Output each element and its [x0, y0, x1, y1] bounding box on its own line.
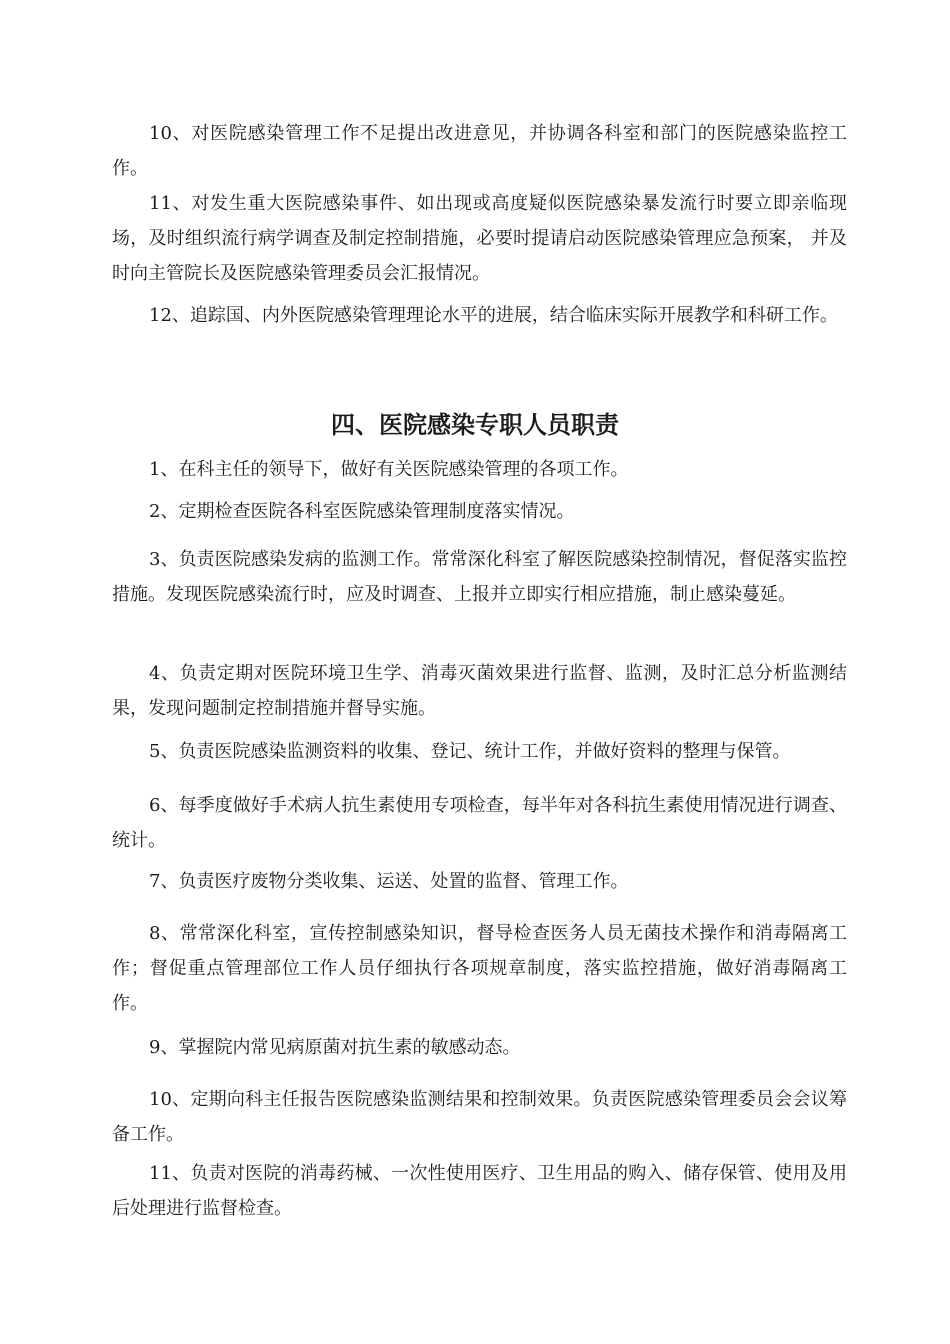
- paragraph-item-11: 11、对发生重大医院感染事件、如出现或高度疑似医院感染暴发流行时要立即亲临现场，及时组织流行病学调查及制定控制措施，必要时提请启动医院感染管理应急预案， 并及时向主管院长及医院感染管理委员会汇报情况。: [112, 193, 847, 284]
- section-heading: 四、医院感染专职人员职责: [331, 410, 619, 439]
- paragraph-item-12: 12、追踪国、内外医院感染管理理论水平的进展，结合临床实际开展教学和科研工作。: [149, 305, 838, 326]
- duty-item-6: 6、每季度做好手术病人抗生素使用专项检查，每半年对各科抗生素使用情况进行调查、统计。: [112, 795, 847, 851]
- duty-item-5: 5、负责医院感染监测资料的收集、登记、统计工作，并做好资料的整理与保管。: [149, 741, 791, 762]
- duty-item-10: 10、定期向科主任报告医院感染监测结果和控制效果。负责医院感染管理委员会会议筹备工作。: [112, 1089, 847, 1145]
- duty-item-11: 11、负责对医院的消毒药械、一次性使用医疗、卫生用品的购入、储存保管、使用及用后处理进行监督检查。: [112, 1163, 847, 1219]
- duty-item-2: 2、定期检查医院各科室医院感染管理制度落实情况。: [149, 501, 575, 522]
- duty-item-9: 9、掌握院内常见病原菌对抗生素的敏感动态。: [149, 1037, 521, 1058]
- duty-item-1: 1、在科主任的领导下，做好有关医院感染管理的各项工作。: [149, 459, 629, 480]
- duty-item-7: 7、负责医疗废物分类收集、运送、处置的监督、管理工作。: [149, 871, 629, 892]
- duty-item-8: 8、常常深化科室，宣传控制感染知识，督导检查医务人员无菌技术操作和消毒隔离工作；督促重点管理部位工作人员仔细执行各项规章制度，落实监控措施，做好消毒隔离工作。: [112, 923, 847, 1014]
- duty-item-4: 4、负责定期对医院环境卫生学、消毒灭菌效果进行监督、监测，及时汇总分析监测结果，发现问题制定控制措施并督导实施。: [112, 663, 847, 719]
- duty-item-3: 3、负责医院感染发病的监测工作。常常深化科室了解医院感染控制情况，督促落实监控措施。发现医院感染流行时，应及时调查、上报并立即实行相应措施，制止感染蔓延。: [112, 549, 847, 605]
- paragraph-item-10: 10、对医院感染管理工作不足提出改进意见，并协调各科室和部门的医院感染监控工作。: [112, 123, 847, 179]
